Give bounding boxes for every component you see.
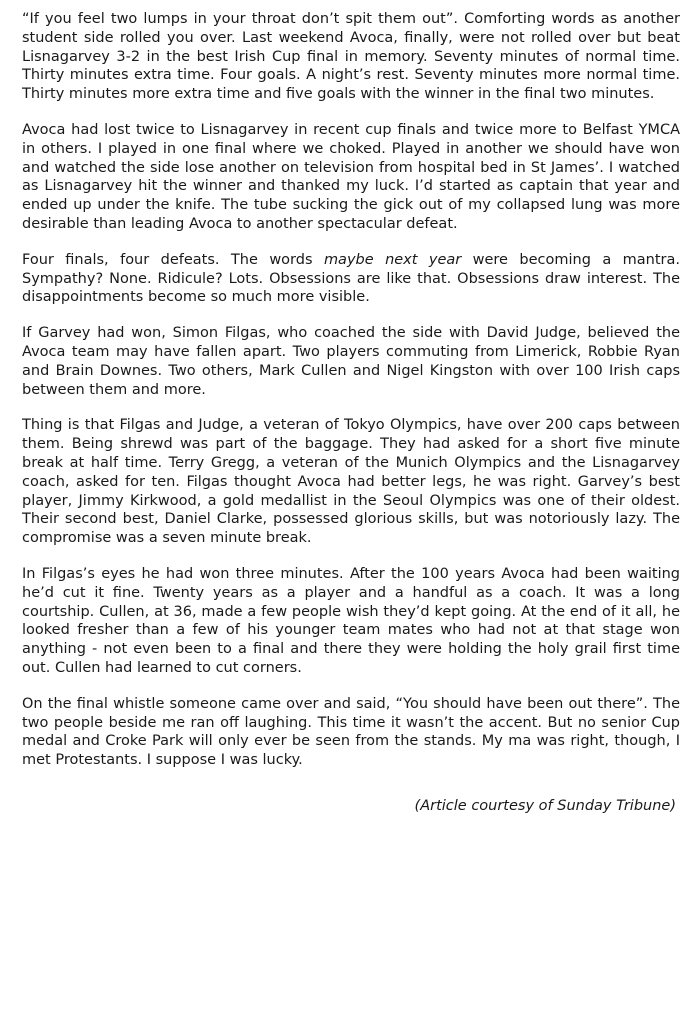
paragraph-6: In Filgas’s eyes he had won three minutes. After the 100 years Avoca had been waiting he’d cut it fine. Twenty years as a player and a handful as a coach. It was a long courtship. Cullen, at 36, made a few people wish they’d kept going. At the end of it all, he looked fresher than a few of his younger team mates who had not at that stage won anything - not even been to a final and there they were holding the holy grail first time out. Cullen had learned to cut corners. (22, 565, 680, 676)
paragraph-3-tail: were becoming a mantra. Sympathy? None. Ridicule? Lots. Obsessions are like that. Obsessions draw interest. The disappointments become so much more visible. (22, 251, 680, 306)
article-credit: (Article courtesy of Sunday Tribune) (414, 797, 676, 814)
paragraph-1: “If you feel two lumps in your throat don’t spit them out”. Comforting words as another student side rolled you over. Last weekend Avoca, finally, were not rolled over but beat Lisnagarvey 3-2 in the best Irish Cup final in memory. Seventy minutes of normal time. Thirty minutes extra time. Four goals. A night’s rest. Seventy minutes more normal time. Thirty minutes more extra time and five goals with the winner in the final two minutes. (22, 11, 680, 103)
paragraph-5: Thing is that Filgas and Judge, a veteran of Tokyo Olympics, have over 200 caps between them. Being shrewd was part of the baggage. They had asked for a short five minute break at half time. Terry Gregg, a veteran of the Munich Olympics and the Lisnagarvey coach, asked for ten. Filgas thought Avoca had better legs, he was right. Garvey’s best player, Jimmy Kirkwood, a gold medallist in the Seoul Olympics was one of their oldest. Their second best, Daniel Clarke, possessed glorious skills, but was notoriously lazy. The compromise was a seven minute break. (22, 417, 680, 547)
paragraph-3-emphasis: maybe next year (323, 251, 462, 268)
paragraph-2: Avoca had lost twice to Lisnagarvey in recent cup finals and twice more to Belfast YMCA in others. I played in one final where we choked. Played in another we should have won and watched the side lose another on television from hospital bed in St James’. I watched as Lisnagarvey hit the winner and thanked my luck. I’d started as captain that year and ended up under the knife. The tube sucking the gick out of my collapsed lung was more desirable than leading Avoca to another spectacular defeat. (22, 121, 680, 232)
paragraph-3 (22, 251, 680, 307)
paragraph-4: If Garvey had won, Simon Filgas, who coached the side with David Judge, believed the Avoca team may have fallen apart. Two players commuting from Limerick, Robbie Ryan and Brain Downes. Two others, Mark Cullen and Nigel Kingston with over 100 Irish caps between them and more. (22, 325, 680, 398)
paragraph-3-lead: Four finals, four defeats. The words (22, 251, 324, 268)
paragraph-7: On the final whistle someone came over and said, “You should have been out there”. The two people beside me ran off laughing. This time it wasn’t the accent. But no senior Cup medal and Croke Park will only ever be seen from the stands. My ma was right, though, I met Protestants. I suppose I was lucky. (22, 695, 680, 769)
